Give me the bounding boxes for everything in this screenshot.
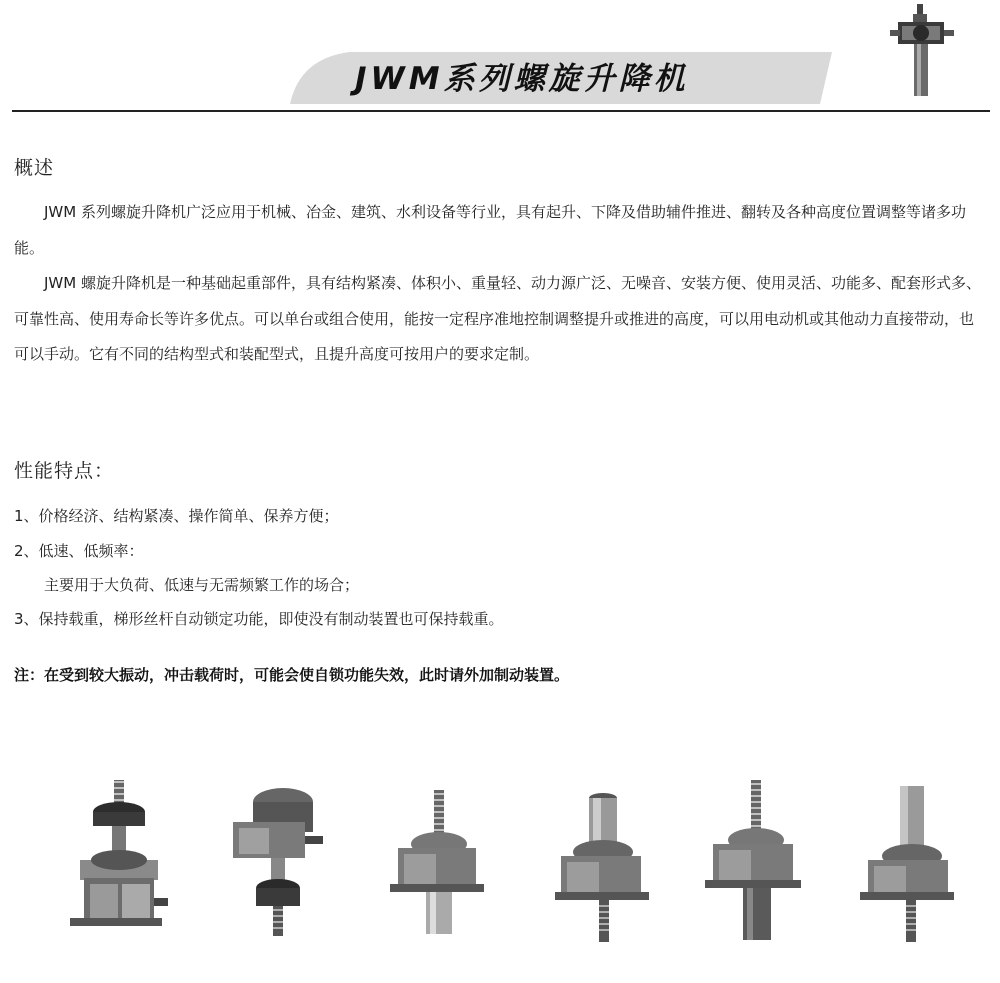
jack-screw-up-icon (390, 760, 485, 960)
product-gallery (0, 760, 1000, 960)
feature-item: 主要用于大负荷、低速与无需频繁工作的场合； (44, 576, 360, 594)
overview-paragraph-2-text: JWM 螺旋升降机是一种基础起重部件，具有结构紧凑、体积小、重量轻、动力源广泛、无噪音、安装方便、使用灵活、功能多、配套形式多、可靠性高、使用寿命长等许多优点。可以单台或组合使用，能按一定程序准地控制调整提升或推进的高度，可以用电动机或其他动力直接带动，也可以手动。它有不同的结构型式和装配型式，且提升高度可按用户的要求定制。 (14, 274, 981, 363)
jack-inverted-nut-icon (225, 760, 330, 960)
jack-round-sleeve-icon (555, 760, 650, 960)
page-title: JWM系列螺旋升降机 (355, 61, 689, 97)
features-heading: 性能特点： (14, 460, 115, 482)
overview-heading: 概述 (14, 157, 55, 179)
screw-jack-logo-icon (888, 4, 958, 104)
feature-item: 3、保持载重，梯形丝杆自动锁定功能，即使没有制动装置也可保持载重。 (14, 610, 504, 628)
feature-item: 1、价格经济、结构紧凑、操作简单、保养方便； (14, 507, 339, 525)
warning-note: 注：在受到较大振动，冲击载荷时，可能会使自锁功能失效，此时请外加制动装置。 (14, 666, 570, 684)
overview-paragraph-1-text: JWM 系列螺旋升降机广泛应用于机械、冶金、建筑、水利设备等行业，具有起升、下降及借助辅件推进、翻转及各种高度位置调整等诸多功能。 (14, 203, 966, 257)
jack-square-column-icon (860, 760, 955, 960)
jack-square-tube-icon (705, 760, 805, 960)
overview-paragraph-1 (14, 195, 986, 266)
feature-item: 2、低速、低频率： (14, 542, 144, 560)
jack-with-nut-flange-icon (70, 760, 170, 960)
header-divider (12, 110, 990, 112)
overview-paragraph-2 (14, 266, 986, 373)
header-banner (0, 0, 1000, 120)
